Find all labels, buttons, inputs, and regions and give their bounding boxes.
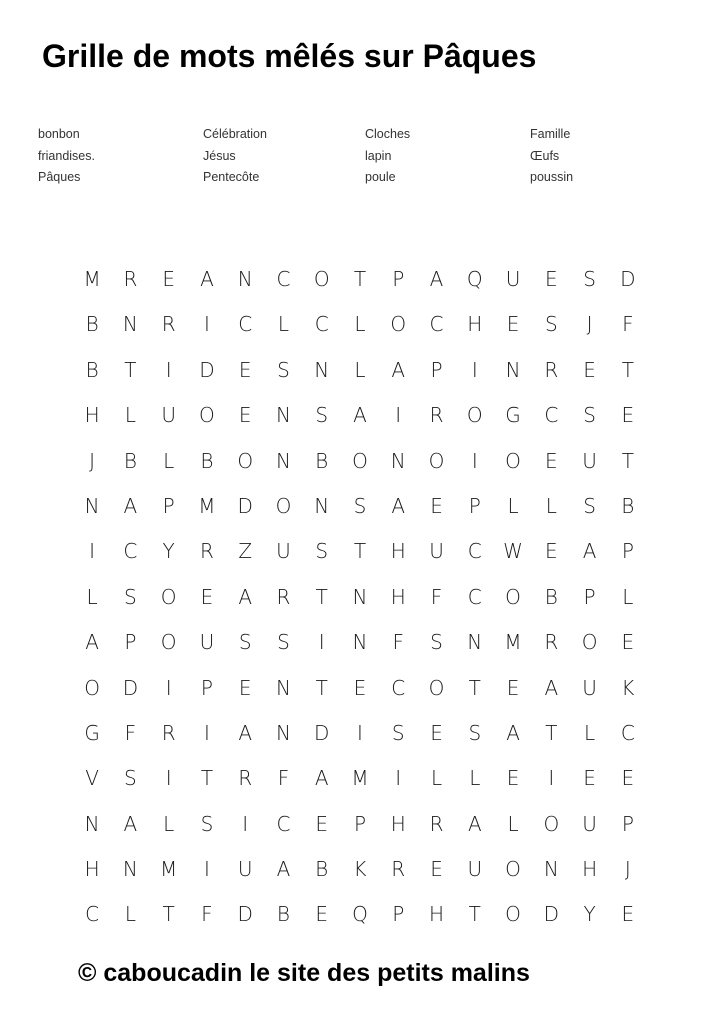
grid-cell: T xyxy=(468,902,481,927)
grid-cell: E xyxy=(506,312,520,337)
word-item: poule xyxy=(365,170,396,184)
grid-cell: F xyxy=(277,766,290,791)
letter-grid xyxy=(73,257,647,938)
word-item: Cloches xyxy=(365,127,411,141)
grid-cell: D xyxy=(199,357,215,382)
grid-cell: I xyxy=(165,357,172,382)
grid-row xyxy=(73,847,647,892)
grid-row xyxy=(73,484,647,529)
grid-cell: N xyxy=(275,675,291,700)
grid-cell: N xyxy=(84,811,100,836)
grid-cell: I xyxy=(471,448,478,473)
grid-cell: N xyxy=(467,630,483,655)
grid-cell: D xyxy=(122,675,139,700)
grid-cell: Y xyxy=(583,902,596,927)
grid-cell: E xyxy=(315,811,329,836)
grid-cell: E xyxy=(238,357,252,382)
grid-cell: L xyxy=(622,584,634,609)
grid-cell: I xyxy=(395,403,402,428)
grid-cell: C xyxy=(391,675,406,700)
grid-cell: T xyxy=(124,357,137,382)
grid-cell: L xyxy=(354,312,366,337)
grid-cell: L xyxy=(507,811,519,836)
grid-cell: K xyxy=(621,675,635,700)
copyright-footer: © caboucadin le site des petits malins xyxy=(78,959,530,987)
grid-cell: I xyxy=(203,312,210,337)
grid-cell: O xyxy=(352,448,368,473)
grid-cell: O xyxy=(505,448,521,473)
grid-cell: U xyxy=(582,448,597,473)
word-item: friandises. xyxy=(38,148,95,163)
grid-cell: E xyxy=(315,902,329,927)
grid-cell: H xyxy=(390,584,406,609)
grid-cell: C xyxy=(467,539,482,564)
grid-cell: M xyxy=(83,267,101,291)
word-item: Pentecôte xyxy=(203,170,260,184)
grid-cell: T xyxy=(621,357,634,382)
grid-cell: Z xyxy=(238,539,253,564)
grid-cell: L xyxy=(163,811,175,836)
grid-cell: C xyxy=(123,539,138,564)
grid-cell: A xyxy=(238,584,253,609)
grid-row xyxy=(73,393,647,438)
grid-cell: U xyxy=(505,267,521,291)
grid-cell: P xyxy=(392,267,405,291)
grid-cell: E xyxy=(621,766,635,791)
grid-cell: N xyxy=(505,357,521,382)
grid-cell: I xyxy=(548,766,555,791)
grid-cell: E xyxy=(353,675,367,700)
grid-cell: L xyxy=(469,766,481,791)
grid-row xyxy=(73,575,647,620)
grid-cell: I xyxy=(395,766,402,791)
grid-cell: P xyxy=(468,493,481,518)
grid-cell: H xyxy=(582,857,598,882)
grid-cell: R xyxy=(238,766,253,791)
grid-row xyxy=(73,756,647,801)
grid-cell: S xyxy=(315,403,329,428)
grid-cell: A xyxy=(123,493,138,518)
grid-cell: S xyxy=(124,584,137,609)
grid-cell: E xyxy=(506,766,520,791)
grid-cell: L xyxy=(354,357,366,382)
grid-cell: A xyxy=(429,267,444,291)
grid-cell: R xyxy=(391,857,406,882)
grid-cell: M xyxy=(351,766,369,791)
grid-cell: O xyxy=(160,584,177,609)
grid-cell: J xyxy=(89,448,96,473)
grid-cell: E xyxy=(583,357,596,382)
grid-cell: Q xyxy=(466,267,483,291)
grid-cell: N xyxy=(237,267,253,291)
grid-cell: B xyxy=(85,312,99,337)
grid-cell: S xyxy=(200,811,214,836)
grid-cell: C xyxy=(467,584,482,609)
grid-cell: Y xyxy=(162,539,175,564)
grid-cell: A xyxy=(544,675,559,700)
grid-cell: H xyxy=(429,902,445,927)
grid-cell: A xyxy=(353,403,367,428)
grid-cell: S xyxy=(277,357,290,382)
grid-cell: H xyxy=(390,811,406,836)
grid-cell: I xyxy=(89,539,96,564)
grid-cell: R xyxy=(161,312,176,337)
grid-cell: S xyxy=(353,493,367,518)
grid-cell: I xyxy=(318,630,325,655)
grid-cell: T xyxy=(353,539,367,564)
grid-cell: I xyxy=(165,766,172,791)
grid-row xyxy=(73,302,647,347)
grid-cell: E xyxy=(545,267,558,291)
grid-cell: E xyxy=(621,630,635,655)
grid-cell: T xyxy=(162,902,175,927)
grid-cell: R xyxy=(123,267,138,291)
grid-cell: T xyxy=(315,584,328,609)
grid-cell: F xyxy=(392,630,405,655)
grid-cell: G xyxy=(505,403,521,428)
grid-cell: E xyxy=(506,675,520,700)
word-item: lapin xyxy=(365,148,392,163)
grid-cell: N xyxy=(390,448,406,473)
grid-cell: N xyxy=(84,493,100,518)
grid-cell: C xyxy=(85,902,100,927)
grid-cell: D xyxy=(237,902,253,927)
grid-cell: U xyxy=(237,857,253,882)
grid-cell: A xyxy=(276,857,291,882)
grid-cell: S xyxy=(430,630,443,655)
grid-cell: U xyxy=(582,675,597,700)
grid-cell: B xyxy=(123,448,137,473)
grid-cell: U xyxy=(199,630,215,655)
grid-cell: U xyxy=(467,857,483,882)
grid-cell: D xyxy=(314,720,330,745)
grid-row xyxy=(73,348,647,393)
grid-cell: E xyxy=(545,539,558,564)
grid-cell: K xyxy=(353,857,367,882)
grid-cell: S xyxy=(583,493,596,518)
grid-cell: N xyxy=(543,857,559,882)
grid-cell: S xyxy=(583,267,596,291)
grid-cell: T xyxy=(621,448,634,473)
grid-cell: P xyxy=(392,902,405,927)
grid-cell: T xyxy=(200,766,214,791)
grid-cell: E xyxy=(621,403,635,428)
grid-row xyxy=(73,666,647,711)
grid-cell: S xyxy=(544,312,558,337)
word-column xyxy=(530,124,573,189)
grid-row xyxy=(73,711,647,756)
grid-cell: C xyxy=(276,267,291,291)
grid-cell: B xyxy=(315,448,329,473)
grid-cell: E xyxy=(238,403,252,428)
word-item: Jésus xyxy=(203,148,236,163)
grid-cell: C xyxy=(276,811,291,836)
grid-cell: S xyxy=(468,720,482,745)
grid-cell: H xyxy=(84,403,100,428)
grid-cell: P xyxy=(583,584,596,609)
grid-cell: O xyxy=(581,630,598,655)
grid-cell: H xyxy=(390,539,406,564)
grid-cell: A xyxy=(238,720,253,745)
grid-cell: E xyxy=(200,584,214,609)
grid-row xyxy=(73,802,647,847)
grid-cell: N xyxy=(122,312,138,337)
grid-cell: C xyxy=(620,720,635,745)
grid-cell: L xyxy=(430,766,443,791)
grid-cell: J xyxy=(586,312,593,337)
grid-cell: P xyxy=(124,630,137,655)
grid-cell: P xyxy=(430,357,443,382)
grid-cell: B xyxy=(621,493,635,518)
grid-cell: R xyxy=(544,357,559,382)
grid-cell: A xyxy=(506,720,520,745)
grid-cell: E xyxy=(621,902,635,927)
grid-cell: U xyxy=(582,811,597,836)
grid-cell: E xyxy=(430,857,443,882)
grid-cell: S xyxy=(583,403,596,428)
grid-cell: N xyxy=(314,493,330,518)
word-column xyxy=(365,124,410,189)
grid-cell: B xyxy=(276,902,291,927)
grid-cell: R xyxy=(544,630,559,655)
grid-cell: A xyxy=(391,493,406,518)
grid-cell: F xyxy=(201,902,213,927)
grid-cell: P xyxy=(162,493,175,518)
grid-cell: O xyxy=(237,448,254,473)
grid-cell: F xyxy=(430,584,443,609)
grid-cell: L xyxy=(124,902,136,927)
grid-cell: R xyxy=(199,539,214,564)
word-item: bonbon xyxy=(38,127,80,141)
grid-cell: M xyxy=(160,857,178,882)
grid-cell: A xyxy=(314,766,329,791)
grid-cell: E xyxy=(238,675,252,700)
page-title: Grille de mots mêlés sur Pâques xyxy=(42,38,537,74)
grid-cell: L xyxy=(124,403,136,428)
grid-cell: L xyxy=(277,312,290,337)
grid-cell: T xyxy=(468,675,481,700)
grid-row xyxy=(73,529,647,574)
grid-cell: C xyxy=(429,312,444,337)
grid-cell: I xyxy=(203,720,210,745)
grid-cell: I xyxy=(357,720,363,745)
word-column xyxy=(203,124,267,189)
grid-cell: D xyxy=(543,902,560,927)
grid-cell: E xyxy=(583,766,596,791)
grid-cell: S xyxy=(315,539,329,564)
grid-cell: S xyxy=(238,630,252,655)
word-item: Famille xyxy=(530,127,571,141)
grid-row xyxy=(73,892,647,937)
grid-cell: D xyxy=(237,493,253,518)
grid-cell: L xyxy=(163,448,175,473)
grid-cell: O xyxy=(390,312,407,337)
grid-cell: C xyxy=(544,403,559,428)
grid-cell: U xyxy=(429,539,444,564)
grid-cell: F xyxy=(622,312,634,337)
grid-cell: B xyxy=(200,448,214,473)
grid-cell: P xyxy=(621,539,634,564)
grid-cell: Q xyxy=(352,902,368,927)
grid-cell: E xyxy=(430,493,443,518)
word-item: poussin xyxy=(530,170,574,184)
grid-cell: O xyxy=(466,403,483,428)
grid-cell: O xyxy=(84,675,100,700)
grid-row xyxy=(73,620,647,665)
grid-cell: C xyxy=(314,312,329,337)
grid-cell: I xyxy=(203,857,210,882)
word-item: Pâques xyxy=(38,170,81,184)
grid-cell: C xyxy=(238,312,253,337)
grid-cell: O xyxy=(160,630,177,655)
grid-cell: N xyxy=(352,630,368,655)
grid-cell: L xyxy=(86,584,98,609)
grid-cell: O xyxy=(505,857,521,882)
word-item: Œufs xyxy=(530,148,560,163)
grid-cell: O xyxy=(313,267,330,291)
grid-cell: O xyxy=(275,493,292,518)
word-item: Célébration xyxy=(203,127,267,141)
grid-cell: M xyxy=(198,493,216,518)
grid-cell: N xyxy=(314,357,330,382)
word-list xyxy=(0,124,724,194)
grid-cell: U xyxy=(161,403,176,428)
grid-cell: A xyxy=(123,811,138,836)
grid-cell: A xyxy=(582,539,597,564)
grid-cell: D xyxy=(620,267,636,291)
grid-cell: O xyxy=(428,448,445,473)
grid-cell: J xyxy=(624,857,631,882)
grid-row xyxy=(73,257,647,302)
grid-cell: S xyxy=(124,766,137,791)
grid-cell: P xyxy=(353,811,367,836)
grid-cell: A xyxy=(85,630,99,655)
grid-cell: W xyxy=(503,539,523,564)
grid-cell: T xyxy=(315,675,328,700)
grid-cell: I xyxy=(165,675,172,700)
grid-cell: L xyxy=(507,493,519,518)
grid-cell: R xyxy=(429,403,444,428)
grid-cell: S xyxy=(277,630,290,655)
grid-cell: V xyxy=(85,766,99,791)
grid-cell: U xyxy=(276,539,291,564)
grid-cell: L xyxy=(545,493,557,518)
grid-cell: N xyxy=(275,720,291,745)
grid-cell: N xyxy=(122,857,138,882)
grid-cell: I xyxy=(471,357,478,382)
grid-cell: O xyxy=(505,902,521,927)
grid-cell: I xyxy=(242,811,249,836)
word-column xyxy=(38,124,95,189)
grid-cell: G xyxy=(84,720,100,745)
grid-cell: F xyxy=(124,720,137,745)
grid-cell: O xyxy=(199,403,215,428)
grid-cell: R xyxy=(276,584,291,609)
grid-cell: B xyxy=(315,857,329,882)
grid-row xyxy=(73,439,647,484)
grid-cell: T xyxy=(545,720,558,745)
grid-cell: B xyxy=(544,584,558,609)
grid-cell: E xyxy=(430,720,443,745)
grid-cell: O xyxy=(505,584,521,609)
grid-cell: N xyxy=(275,448,291,473)
grid-cell: O xyxy=(428,675,445,700)
grid-cell: R xyxy=(161,720,176,745)
grid-cell: E xyxy=(545,448,558,473)
grid-cell: H xyxy=(467,312,483,337)
grid-cell: M xyxy=(504,630,522,655)
grid-cell: O xyxy=(543,811,560,836)
grid-cell: H xyxy=(84,857,100,882)
grid-cell: E xyxy=(162,267,175,291)
grid-cell: B xyxy=(85,357,99,382)
grid-cell: R xyxy=(429,811,444,836)
grid-cell: P xyxy=(621,811,634,836)
grid-cell: P xyxy=(200,675,213,700)
grid-cell: T xyxy=(353,267,367,291)
grid-cell: N xyxy=(352,584,368,609)
grid-cell: N xyxy=(275,403,291,428)
grid-cell: L xyxy=(584,720,596,745)
grid-cell: S xyxy=(391,720,405,745)
grid-cell: A xyxy=(391,357,406,382)
grid-cell: A xyxy=(200,267,214,291)
grid-cell: A xyxy=(467,811,482,836)
